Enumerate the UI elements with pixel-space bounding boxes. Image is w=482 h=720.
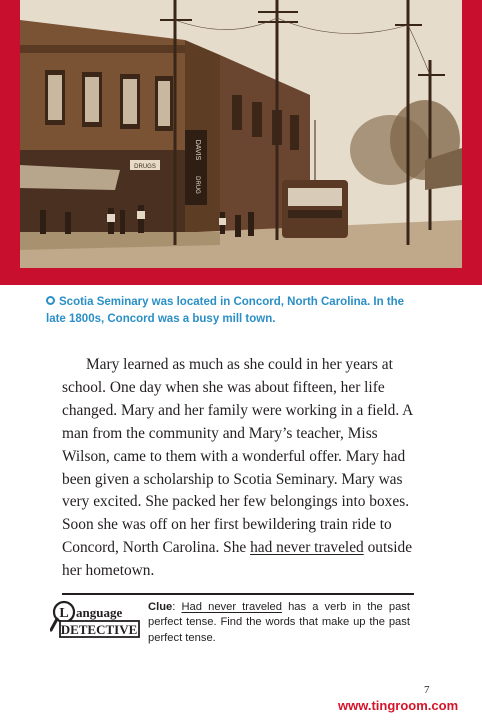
watermark: www.tingroom.com bbox=[338, 698, 459, 713]
detective-rule bbox=[62, 593, 414, 595]
body-text-after: outside her hometown. bbox=[62, 539, 413, 580]
clue-underlined-phrase: Had never traveled bbox=[181, 601, 282, 613]
page-number: 7 bbox=[424, 684, 430, 696]
historic-street-photo bbox=[20, 0, 462, 268]
caption-text: Scotia Seminary was located in Concord, North Carolina. In the late 1800s, Concord was a busy mill town. bbox=[46, 296, 405, 325]
street-scene-illustration bbox=[20, 0, 462, 268]
photo-caption bbox=[46, 294, 426, 328]
clue-colon: : bbox=[172, 601, 182, 613]
body-text-before: Mary learned as much as she could in her years at school. One day when she was about fifteen, her life changed. Mary and her family were working in a field. A man from the community and Mary’s teacher, Miss Wilson, came to them with a wonderful offer. Mary had been given a scholarship to Scotia Seminary. Mary was very excited. She packed her few belongings into boxes. Soon she was off on her first bewildering train ride to Concord, North Carolina. She bbox=[62, 356, 413, 557]
davis-sign-text: DAVIS bbox=[194, 139, 201, 161]
body-paragraph-block bbox=[62, 354, 422, 583]
logo-line2: DETECTIVE bbox=[60, 622, 138, 637]
body-underlined-phrase: had never traveled bbox=[250, 539, 364, 557]
drugs-sign-text: DRUGS bbox=[134, 164, 156, 170]
photo-frame bbox=[0, 0, 482, 285]
logo-initial: L bbox=[59, 606, 69, 621]
clue-rest: has a verb in the past perfect tense. Find the words that make up the past perfect tense. bbox=[148, 601, 411, 644]
language-detective-logo bbox=[50, 598, 140, 640]
clue-text-block bbox=[148, 600, 410, 646]
logo-line1: anguage bbox=[76, 605, 123, 620]
clue-label: Clue bbox=[148, 601, 173, 613]
body-paragraph bbox=[62, 354, 422, 583]
drug-sign-text: DRUG bbox=[194, 176, 200, 194]
bullet-icon bbox=[46, 296, 55, 305]
